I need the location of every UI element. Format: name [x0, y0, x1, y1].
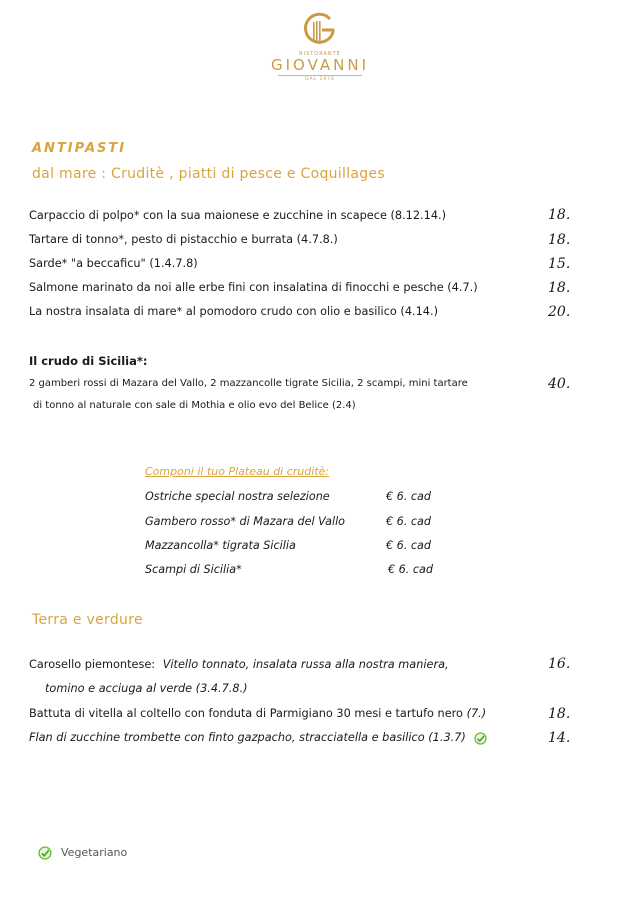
- vegetarian-check-icon: [474, 732, 487, 745]
- restaurant-logo: [0, 10, 640, 82]
- carosello-line1: Vitello tonnato, insalata russa alla nostra maniera,: [162, 658, 449, 671]
- plateau-item-name: Scampi di Sicilia*: [145, 563, 242, 576]
- logo-name: GIOVANNI: [270, 56, 370, 74]
- plateau-item-price: € 6. cad: [388, 563, 434, 576]
- section-subtitle-mare: dal mare : Cruditè , piatti di pesce e Coquillages: [32, 166, 385, 182]
- plateau-title: Componi il tuo Plateau di cruditè:: [145, 465, 330, 478]
- plateau-item-price: € 6. cad: [386, 490, 432, 503]
- section-title-antipasti: ANTIPASTI: [32, 141, 127, 156]
- flan-price: 14.: [548, 730, 571, 746]
- plateau-item-name: Ostriche special nostra selezione: [145, 490, 330, 503]
- menu-item-price: 15.: [548, 256, 571, 272]
- menu-item-price: 18.: [548, 232, 571, 248]
- logo-since: DAL 1976: [305, 77, 335, 82]
- menu-item-price: 18.: [548, 280, 571, 296]
- menu-item-battuta: [29, 707, 486, 720]
- plateau-item-price: € 6. cad: [386, 515, 432, 528]
- menu-item-price: 20.: [548, 304, 571, 320]
- menu-item-flan: [29, 731, 487, 745]
- menu-item-text: Salmone marinato da noi alle erbe fini con insalatina di finocchi e pesche (4.7.): [29, 281, 478, 294]
- vegetarian-check-icon: [38, 846, 52, 860]
- legend-label: Vegetariano: [61, 846, 128, 859]
- menu-item-price: 18.: [548, 207, 571, 223]
- menu-item-text: Sarde* "a beccaficu" (1.4.7.8): [29, 257, 198, 270]
- carosello-label: Carosello piemontese:: [29, 658, 156, 671]
- carosello-price: 16.: [548, 656, 571, 672]
- plateau-item-price: € 6. cad: [386, 539, 432, 552]
- crudo-price: 40.: [548, 376, 571, 392]
- menu-item-carosello: [29, 658, 449, 671]
- logo-divider: [278, 75, 362, 76]
- menu-item-text: Tartare di tonno*, pesto di pistacchio e burrata (4.7.8.): [29, 233, 338, 246]
- crudo-description-line: di tonno al naturale con sale di Mothia e olio evo del Belice (2.4): [33, 400, 356, 411]
- menu-item-text: Carpaccio di polpo* con la sua maionese e zucchine in scapece (8.12.14.): [29, 209, 447, 222]
- menu-item-text: La nostra insalata di mare* al pomodoro crudo con olio e basilico (4.14.): [29, 305, 438, 318]
- plateau-item-name: Gambero rosso* di Mazara del Vallo: [145, 515, 346, 528]
- section-title-terra: Terra e verdure: [32, 612, 143, 628]
- battuta-text: Battuta di vitella al coltello con fonduta di Parmigiano 30 mesi e tartufo nero: [29, 707, 463, 720]
- crudo-title: Il crudo di Sicilia*:: [29, 354, 148, 368]
- logo-subtitle: RISTORANTE: [299, 51, 341, 57]
- logo-g-monogram-icon: [302, 10, 338, 50]
- flan-text: Flan di zucchine trombette con finto gazpacho, stracciatella e basilico (1.3.7): [29, 731, 466, 744]
- battuta-price: 18.: [548, 706, 571, 722]
- carosello-line2: tomino e acciuga al verde (3.4.7.8.): [45, 682, 248, 695]
- plateau-item-name: Mazzancolla* tigrata Sicilia: [145, 539, 296, 552]
- vegetarian-legend: [38, 846, 127, 860]
- crudo-description-line: 2 gamberi rossi di Mazara del Vallo, 2 mazzancolle tigrate Sicilia, 2 scampi, mini tartare: [29, 378, 468, 389]
- battuta-allergens: (7.): [466, 707, 487, 720]
